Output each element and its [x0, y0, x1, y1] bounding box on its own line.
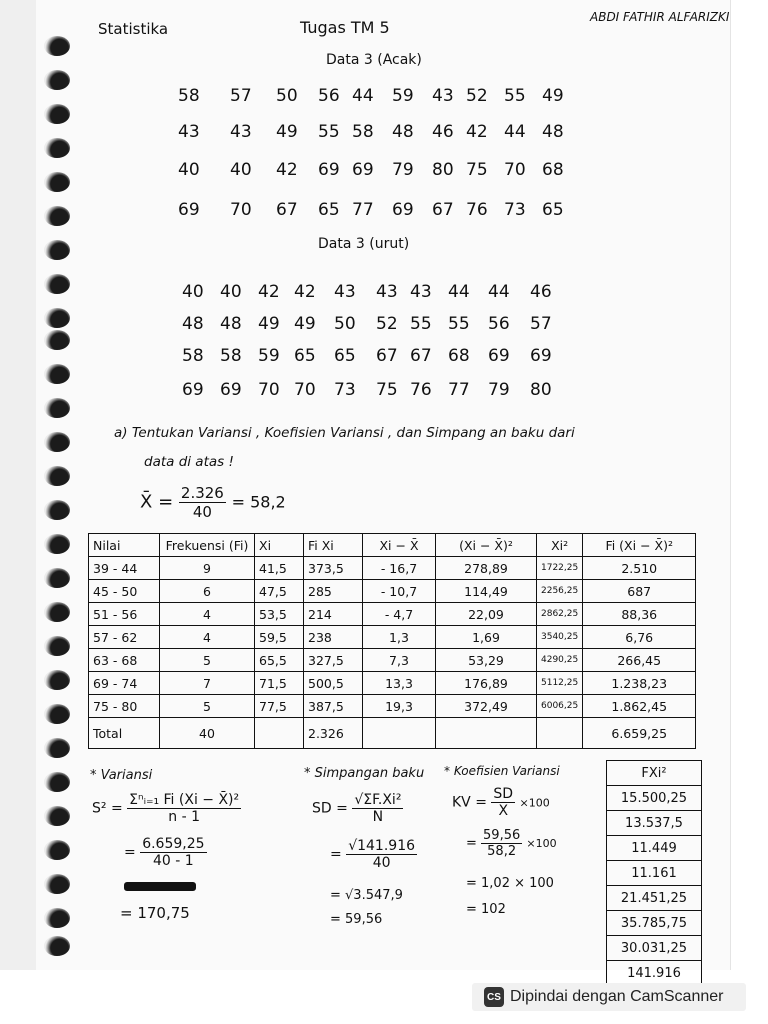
- question-line-1: a) Tentukan Variansi , Koefisien Variansi , dan Simpang an baku dari: [114, 425, 575, 441]
- table-cell: 1.238,23: [583, 672, 696, 695]
- variansi-step: = $\frac{6.659,25}{40 - 1}$: [124, 836, 205, 869]
- camscanner-logo-icon: CS: [484, 987, 504, 1007]
- table-cell: 53,29: [436, 649, 537, 672]
- table-cell: 59,5: [255, 626, 304, 649]
- table-cell: 373,5: [304, 557, 363, 580]
- data-value: 56: [318, 86, 340, 106]
- koefisien-step-multiplier: ×100: [526, 837, 557, 850]
- simpangan-step-2: = √3.547,9: [330, 888, 403, 903]
- table-cell: 1.862,45: [583, 695, 696, 718]
- mean-eq: =: [158, 491, 174, 513]
- data-value: 57: [230, 86, 252, 106]
- col-header: Fi (Xi − X̄)²: [583, 534, 696, 557]
- table-cell: 7,3: [363, 649, 436, 672]
- table-cell: 77,5: [255, 695, 304, 718]
- simpangan-step: = $\frac{√141.916}{40}$: [330, 838, 416, 871]
- col-header: Xi − X̄: [363, 534, 436, 557]
- data-value: 49: [294, 314, 316, 334]
- page-title: Tugas TM 5: [300, 18, 390, 37]
- table-cell: 500,5: [304, 672, 363, 695]
- data-value: 43: [376, 282, 398, 302]
- data-value: 46: [432, 122, 454, 142]
- data-value: 69: [352, 160, 374, 180]
- data-value: 69: [182, 380, 204, 400]
- simpangan-numerator: √ΣF.Xi²: [354, 792, 402, 808]
- koefisien-numerator: SD: [493, 786, 514, 802]
- koefisien-title: * Koefisien Variansi: [444, 764, 560, 778]
- data-value: 70: [294, 380, 316, 400]
- data-value: 55: [318, 122, 340, 142]
- table-cell: 214: [304, 603, 363, 626]
- data-value: 55: [504, 86, 526, 106]
- simpangan-formula: [312, 792, 403, 825]
- data-value: 79: [488, 380, 510, 400]
- table-cell: 1,69: [436, 626, 537, 649]
- data-value: 56: [488, 314, 510, 334]
- fxi-squared-row: [607, 911, 702, 936]
- col-header: (Xi − X̄)²: [436, 534, 537, 557]
- data-value: 48: [220, 314, 242, 334]
- question-line-2: data di atas !: [144, 454, 234, 470]
- table-cell: 6006,25: [537, 695, 583, 718]
- variansi-numerator: Σⁿᵢ₌₁ Fi (Xi − X̄)²: [129, 792, 240, 808]
- data-value: 46: [530, 282, 552, 302]
- fxi-squared-cell: 35.785,75: [607, 911, 702, 936]
- data-value: 79: [392, 160, 414, 180]
- table-cell: 51 - 56: [89, 603, 160, 626]
- fxi-squared-cell: 141.916: [607, 961, 702, 986]
- table-cell: 2256,25: [537, 580, 583, 603]
- table-cell: 3540,25: [537, 626, 583, 649]
- mean-denominator: 40: [192, 503, 212, 521]
- data-value: 57: [530, 314, 552, 334]
- koefisien-formula: [452, 786, 550, 819]
- table-cell: 41,5: [255, 557, 304, 580]
- table-row: [89, 672, 696, 695]
- data-value: 43: [410, 282, 432, 302]
- data-value: 48: [392, 122, 414, 142]
- fxi-squared-row: [607, 836, 702, 861]
- table-cell: - 16,7: [363, 557, 436, 580]
- mean-fraction: [179, 484, 226, 521]
- table-cell: 6,76: [583, 626, 696, 649]
- table-cell: 65,5: [255, 649, 304, 672]
- table-cell: 687: [583, 580, 696, 603]
- table-cell: 5: [160, 695, 255, 718]
- data-value: 58: [220, 346, 242, 366]
- mean-result: = 58,2: [231, 492, 286, 512]
- data-value: 67: [276, 200, 298, 220]
- data-value: 44: [504, 122, 526, 142]
- author-name: ABDI FATHIR ALFARIZKI: [590, 10, 730, 24]
- data-value: 49: [258, 314, 280, 334]
- data-value: 77: [352, 200, 374, 220]
- table-cell: 40: [160, 718, 255, 749]
- data-value: 69: [488, 346, 510, 366]
- table-cell: 6.659,25: [583, 718, 696, 749]
- data-value: 59: [258, 346, 280, 366]
- data-value: 65: [542, 200, 564, 220]
- fxi-squared-cell: 13.537,5: [607, 811, 702, 836]
- data-value: 69: [178, 200, 200, 220]
- table-cell: [436, 718, 537, 749]
- sorted-data-title: Data 3 (urut): [318, 236, 410, 252]
- table-cell: 7: [160, 672, 255, 695]
- fxi-squared-row: [607, 936, 702, 961]
- data-value: 76: [466, 200, 488, 220]
- fxi-squared-table: [606, 760, 702, 986]
- table-cell: 88,36: [583, 603, 696, 626]
- table-row: [89, 626, 696, 649]
- data-value: 69: [318, 160, 340, 180]
- table-cell: 278,89: [436, 557, 537, 580]
- variansi-fraction: [127, 792, 241, 825]
- data-value: 58: [352, 122, 374, 142]
- data-value: 58: [182, 346, 204, 366]
- koefisien-step-fraction: [481, 828, 522, 859]
- fxi-squared-cell: 15.500,25: [607, 786, 702, 811]
- koefisien-multiplier: ×100: [519, 796, 550, 810]
- data-value: 67: [432, 200, 454, 220]
- table-row: [89, 695, 696, 718]
- fxi-squared-row: [607, 786, 702, 811]
- table-cell: 57 - 62: [89, 626, 160, 649]
- table-cell: 2862,25: [537, 603, 583, 626]
- data-value: 70: [230, 200, 252, 220]
- simpangan-lhs: SD =: [312, 800, 348, 817]
- simpangan-step-denominator: 40: [372, 855, 391, 871]
- koefisien-step: = $\frac{59,56}{58,2}$ ×100: [466, 828, 557, 859]
- fxi-squared-row: [607, 811, 702, 836]
- data-value: 49: [276, 122, 298, 142]
- data-value: 50: [334, 314, 356, 334]
- data-value: 73: [334, 380, 356, 400]
- table-cell: 6: [160, 580, 255, 603]
- data-value: 44: [352, 86, 374, 106]
- data-value: 43: [432, 86, 454, 106]
- table-cell: 75 - 80: [89, 695, 160, 718]
- table-cell: - 10,7: [363, 580, 436, 603]
- fxi-squared-row: [607, 861, 702, 886]
- data-value: 65: [294, 346, 316, 366]
- koefisien-step-denominator: 58,2: [487, 844, 517, 859]
- random-data-title: Data 3 (Acak): [326, 52, 422, 68]
- data-value: 48: [182, 314, 204, 334]
- data-value: 40: [178, 160, 200, 180]
- table-cell: Total: [89, 718, 160, 749]
- data-value: 43: [230, 122, 252, 142]
- data-value: 75: [376, 380, 398, 400]
- data-value: 69: [220, 380, 242, 400]
- data-value: 65: [318, 200, 340, 220]
- table-cell: 387,5: [304, 695, 363, 718]
- table-cell: [537, 718, 583, 749]
- variansi-result: = 170,75: [120, 904, 190, 922]
- table-row: [89, 580, 696, 603]
- data-value: 42: [258, 282, 280, 302]
- table-cell: 285: [304, 580, 363, 603]
- data-value: 80: [530, 380, 552, 400]
- data-value: 43: [334, 282, 356, 302]
- simpangan-fraction: [352, 792, 403, 825]
- subject-label: Statistika: [98, 20, 169, 38]
- table-cell: 4: [160, 626, 255, 649]
- variansi-step-fraction: [140, 836, 206, 869]
- col-header: Xi: [255, 534, 304, 557]
- table-row: [89, 649, 696, 672]
- table-cell: 69 - 74: [89, 672, 160, 695]
- data-value: 52: [466, 86, 488, 106]
- table-cell: 327,5: [304, 649, 363, 672]
- koefisien-step-numerator: 59,56: [483, 828, 521, 843]
- fxi-squared-cell: 21.451,25: [607, 886, 702, 911]
- mean-formula: [140, 484, 286, 521]
- data-value: 50: [276, 86, 298, 106]
- simpangan-step-numerator: √141.916: [348, 838, 416, 854]
- data-value: 73: [504, 200, 526, 220]
- mean-numerator: 2.326: [180, 484, 224, 502]
- data-value: 67: [376, 346, 398, 366]
- data-value: 42: [466, 122, 488, 142]
- table-cell: 22,09: [436, 603, 537, 626]
- data-value: 75: [466, 160, 488, 180]
- data-value: 49: [542, 86, 564, 106]
- fxi-squared-header: FXi²: [607, 761, 702, 786]
- fxi-squared-cell: 11.161: [607, 861, 702, 886]
- table-cell: 45 - 50: [89, 580, 160, 603]
- simpangan-result: = 59,56: [330, 912, 383, 927]
- koefisien-lhs: KV =: [452, 794, 487, 811]
- table-cell: 71,5: [255, 672, 304, 695]
- table-cell: 1722,25: [537, 557, 583, 580]
- table-cell: 13,3: [363, 672, 436, 695]
- data-value: 43: [178, 122, 200, 142]
- data-value: 55: [448, 314, 470, 334]
- fxi-squared-cell: 30.031,25: [607, 936, 702, 961]
- data-value: 70: [258, 380, 280, 400]
- data-value: 69: [530, 346, 552, 366]
- table-cell: 1,3: [363, 626, 436, 649]
- data-value: 42: [276, 160, 298, 180]
- variansi-step-denominator: 40 - 1: [153, 853, 194, 869]
- table-cell: [363, 718, 436, 749]
- table-cell: 176,89: [436, 672, 537, 695]
- table-cell: 53,5: [255, 603, 304, 626]
- koefisien-fraction: [491, 786, 515, 819]
- data-value: 69: [392, 200, 414, 220]
- col-header: Xi²: [537, 534, 583, 557]
- fxi-squared-row: [607, 961, 702, 986]
- table-cell: 39 - 44: [89, 557, 160, 580]
- variansi-denominator: n - 1: [168, 809, 200, 825]
- data-value: 65: [334, 346, 356, 366]
- data-value: 68: [448, 346, 470, 366]
- data-value: 58: [178, 86, 200, 106]
- table-cell: 47,5: [255, 580, 304, 603]
- table-cell: 238: [304, 626, 363, 649]
- data-value: 67: [410, 346, 432, 366]
- data-value: 40: [230, 160, 252, 180]
- table-cell: 9: [160, 557, 255, 580]
- koefisien-denominator: X̄: [498, 803, 509, 819]
- data-value: 48: [542, 122, 564, 142]
- variansi-formula: [92, 792, 241, 825]
- data-value: 70: [504, 160, 526, 180]
- table-cell: 114,49: [436, 580, 537, 603]
- data-value: 77: [448, 380, 470, 400]
- table-cell: 266,45: [583, 649, 696, 672]
- data-value: 42: [294, 282, 316, 302]
- data-value: 40: [182, 282, 204, 302]
- data-value: 68: [542, 160, 564, 180]
- table-row: [89, 603, 696, 626]
- simpangan-step-fraction: [346, 838, 417, 871]
- simpangan-title: * Simpangan baku: [304, 766, 425, 781]
- col-header: Nilai: [89, 534, 160, 557]
- frequency-table: [88, 533, 696, 749]
- data-value: 55: [410, 314, 432, 334]
- variansi-step-numerator: 6.659,25: [142, 836, 205, 852]
- data-value: 52: [376, 314, 398, 334]
- variansi-title: * Variansi: [90, 768, 153, 783]
- table-cell: 5112,25: [537, 672, 583, 695]
- table-cell: [255, 718, 304, 749]
- camscanner-watermark: [472, 983, 746, 1011]
- table-cell: 5: [160, 649, 255, 672]
- data-value: 59: [392, 86, 414, 106]
- col-header: Fi Xi: [304, 534, 363, 557]
- data-value: 40: [220, 282, 242, 302]
- koefisien-step-2: = 1,02 × 100: [466, 876, 554, 891]
- data-value: 44: [448, 282, 470, 302]
- table-cell: - 4,7: [363, 603, 436, 626]
- mean-symbol: X̄: [140, 491, 153, 513]
- table-cell: 63 - 68: [89, 649, 160, 672]
- table-cell: 4: [160, 603, 255, 626]
- scribble-out: [124, 882, 196, 891]
- fxi-squared-row: [607, 886, 702, 911]
- table-cell: 2.326: [304, 718, 363, 749]
- table-total-row: [89, 718, 696, 749]
- notebook-margin: [0, 0, 36, 970]
- simpangan-denominator: N: [372, 809, 384, 825]
- fxi-squared-cell: 11.449: [607, 836, 702, 861]
- table-cell: 372,49: [436, 695, 537, 718]
- table-row: [89, 557, 696, 580]
- data-value: 80: [432, 160, 454, 180]
- table-cell: 4290,25: [537, 649, 583, 672]
- data-value: 44: [488, 282, 510, 302]
- col-header: Frekuensi (Fi): [160, 534, 255, 557]
- data-value: 76: [410, 380, 432, 400]
- table-header-row: [89, 534, 696, 557]
- variansi-lhs: S² =: [92, 800, 123, 817]
- camscanner-text: Dipindai dengan CamScanner: [510, 988, 724, 1005]
- table-cell: 19,3: [363, 695, 436, 718]
- table-cell: 2.510: [583, 557, 696, 580]
- koefisien-result: = 102: [466, 902, 506, 917]
